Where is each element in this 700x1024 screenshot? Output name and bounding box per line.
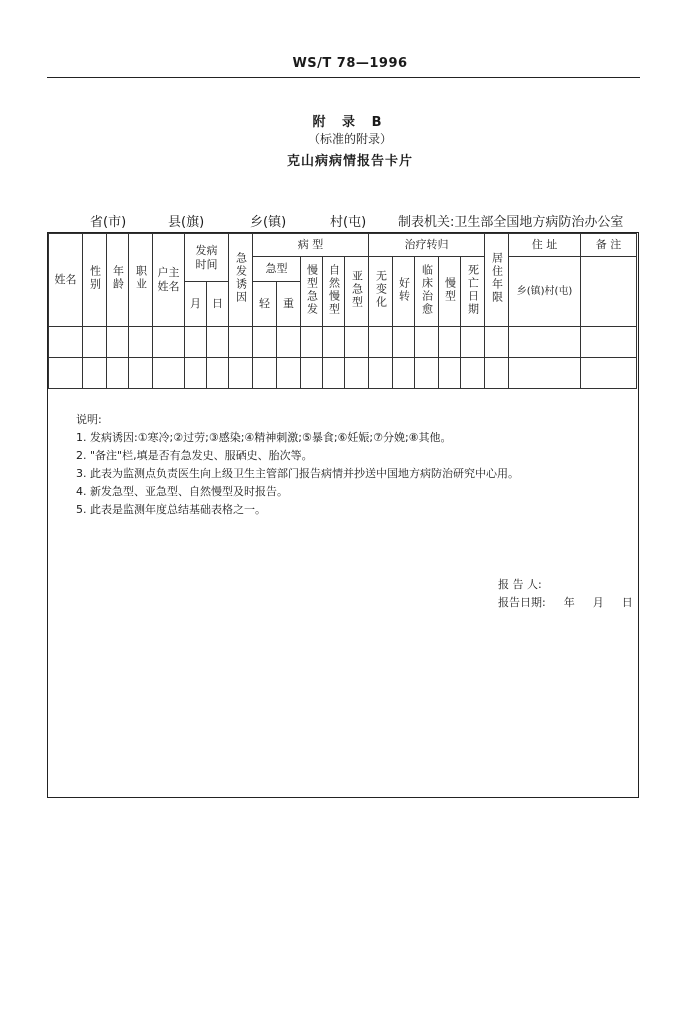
appendix-subtitle: （标准的附录） xyxy=(307,132,392,146)
cell[interactable] xyxy=(301,327,323,358)
header-no-change: 无变化 xyxy=(369,257,393,327)
header-treatment-outcome: 治疗转归 xyxy=(369,234,485,257)
cell[interactable] xyxy=(207,358,229,389)
table-row xyxy=(49,358,637,389)
cell[interactable] xyxy=(107,358,129,389)
year-label: 年 xyxy=(563,596,575,609)
day-label: 日 xyxy=(621,596,633,609)
month-label: 月 xyxy=(592,596,604,609)
title-block xyxy=(0,111,700,169)
cell[interactable] xyxy=(277,358,301,389)
header-improved: 好转 xyxy=(393,257,415,327)
table-row xyxy=(49,327,637,358)
cell[interactable] xyxy=(153,327,185,358)
notes-heading: 说明: xyxy=(76,413,102,426)
header-to-chronic: 慢型 xyxy=(439,257,461,327)
header-residence-years: 居住年限 xyxy=(485,234,509,327)
cell[interactable] xyxy=(83,327,107,358)
report-date-label: 报告日期: xyxy=(498,596,546,609)
cell[interactable] xyxy=(485,327,509,358)
header-death-date: 死亡日期 xyxy=(461,257,485,327)
cell[interactable] xyxy=(229,358,253,389)
cell[interactable] xyxy=(185,327,207,358)
header-name: 姓名 xyxy=(49,234,83,327)
cell[interactable] xyxy=(439,327,461,358)
cell[interactable] xyxy=(509,358,581,389)
header-subacute: 亚急型 xyxy=(345,257,369,327)
cell[interactable] xyxy=(229,327,253,358)
header-occupation: 职业 xyxy=(129,234,153,327)
cell[interactable] xyxy=(393,327,415,358)
signature-block xyxy=(498,576,633,612)
note-item: 4. 新发急型、亚急型、自然慢型及时报告。 xyxy=(76,485,288,498)
header-remarks-blank xyxy=(581,257,637,327)
report-card-frame xyxy=(47,232,639,798)
cell[interactable] xyxy=(107,327,129,358)
header-month: 月 xyxy=(185,282,207,327)
province-label: 省(市) xyxy=(90,215,127,230)
cell[interactable] xyxy=(485,358,509,389)
cell[interactable] xyxy=(461,358,485,389)
appendix-label: 附 录 B xyxy=(312,115,388,130)
cell[interactable] xyxy=(345,358,369,389)
county-label: 县(旗) xyxy=(168,215,205,230)
cell[interactable] xyxy=(323,358,345,389)
region-line xyxy=(90,211,650,229)
cell[interactable] xyxy=(185,358,207,389)
header-cured: 临床治愈 xyxy=(415,257,439,327)
cell[interactable] xyxy=(301,358,323,389)
note-item: 5. 此表是监测年度总结基础表格之一。 xyxy=(76,503,266,516)
cell[interactable] xyxy=(153,358,185,389)
cell[interactable] xyxy=(277,327,301,358)
header-mild: 轻 xyxy=(253,282,277,327)
report-table xyxy=(48,233,637,389)
header-disease-type: 病 型 xyxy=(253,234,369,257)
header-acute-type: 急型 xyxy=(253,257,301,282)
report-date-row xyxy=(498,594,633,612)
cell[interactable] xyxy=(581,327,637,358)
cell[interactable] xyxy=(207,327,229,358)
cell[interactable] xyxy=(393,358,415,389)
cell[interactable] xyxy=(369,358,393,389)
header-natural-chronic: 自然慢型 xyxy=(323,257,345,327)
cell[interactable] xyxy=(415,358,439,389)
cell[interactable] xyxy=(369,327,393,358)
note-item: 2. "备注"栏,填是否有急发史、服硒史、胎次等。 xyxy=(76,449,313,462)
standard-number: WS/T 78—1996 xyxy=(292,56,408,71)
cell[interactable] xyxy=(439,358,461,389)
header-severe: 重 xyxy=(277,282,301,327)
header-age: 年龄 xyxy=(107,234,129,327)
cell[interactable] xyxy=(323,327,345,358)
reporter-label: 报 告 人: xyxy=(498,578,542,591)
township-label: 乡(镇) xyxy=(250,215,287,230)
issuer-label: 制表机关:卫生部全国地方病防治办公室 xyxy=(398,215,624,230)
header-address: 住 址 xyxy=(509,234,581,257)
cell[interactable] xyxy=(415,327,439,358)
cell[interactable] xyxy=(253,327,277,358)
cell[interactable] xyxy=(49,327,83,358)
cell[interactable] xyxy=(129,358,153,389)
cell[interactable] xyxy=(581,358,637,389)
header-day: 日 xyxy=(207,282,229,327)
cell[interactable] xyxy=(83,358,107,389)
cell[interactable] xyxy=(509,327,581,358)
village-label: 村(屯) xyxy=(330,215,367,230)
note-item: 3. 此表为监测点负责医生向上级卫生主管部门报告病情并抄送中国地方病防治研究中心用。 xyxy=(76,467,519,480)
header-remarks: 备 注 xyxy=(581,234,637,257)
note-item: 1. 发病诱因:①寒冷;②过劳;③感染;④精神刺激;⑤暴食;⑥妊娠;⑦分娩;⑧其他。 xyxy=(76,431,452,444)
header-acute-cause: 急发诱因 xyxy=(229,234,253,327)
card-title: 克山病病情报告卡片 xyxy=(286,154,413,169)
cell[interactable] xyxy=(461,327,485,358)
cell[interactable] xyxy=(129,327,153,358)
notes-section xyxy=(76,411,616,519)
header-onset-time: 发病时间 xyxy=(185,234,229,282)
header-householder: 户主姓名 xyxy=(153,234,185,327)
header-chronic-acute: 慢型急发 xyxy=(301,257,323,327)
cell[interactable] xyxy=(49,358,83,389)
cell[interactable] xyxy=(253,358,277,389)
header-rule xyxy=(47,77,640,78)
header-sex: 性别 xyxy=(83,234,107,327)
header-address-value: 乡(镇)村(屯) xyxy=(509,257,581,327)
cell[interactable] xyxy=(345,327,369,358)
